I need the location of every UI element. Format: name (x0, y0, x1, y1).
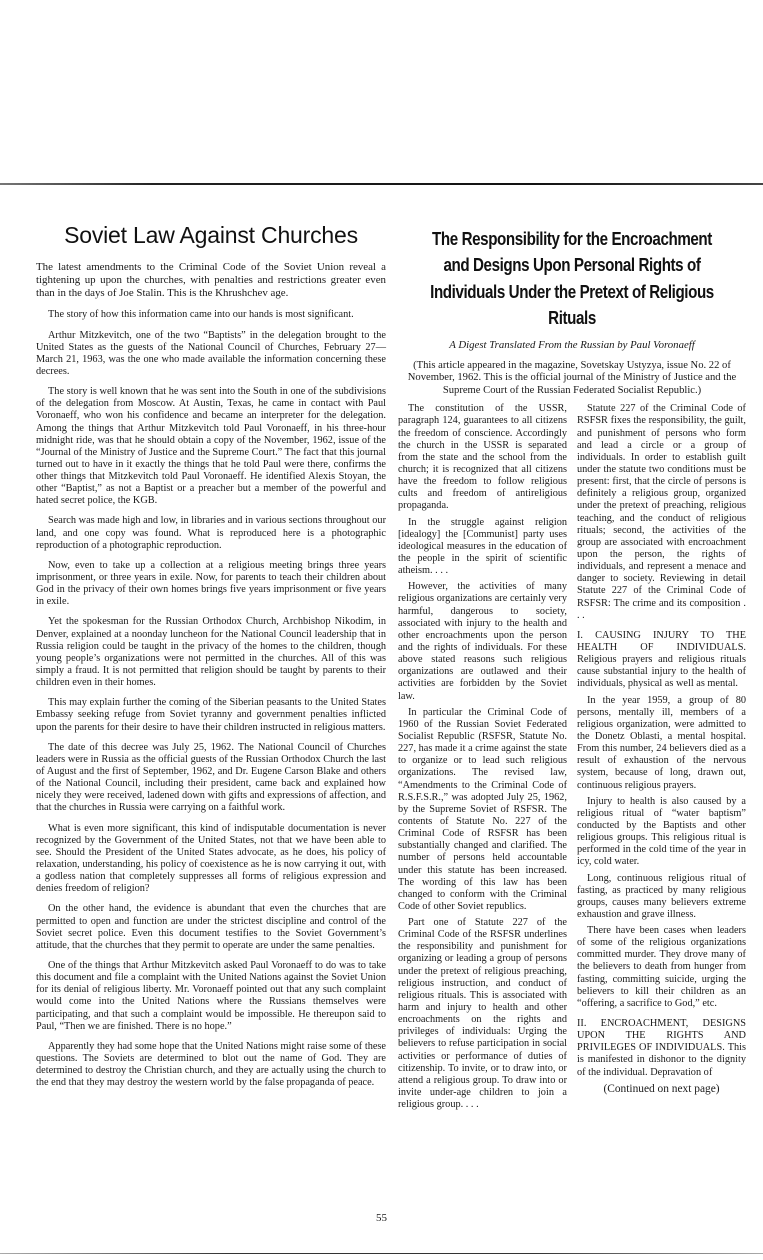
paragraph: What is even more significant, this kind of indisputable documentation is never recognized by the Government of the United States, not that we have been able to see. Should the President of the United States advocate, as he does, his policy of relaxation, understanding, his policy of coexistence as he is now carrying it out, with a godless nation that completely suppresses all forms of religious expression and denies freedom of religion? (36, 822, 386, 895)
paragraph: The story is well known that he was sent into the South in one of the subdivisions of the delegation from Moscow. At Austin, Texas, he came in contact with Paul Voronaeff, who won his confidence and became an interpreter for the delegation. Among the things that Arthur Mitzkevitch told Paul Voronaeff, in his three-hour midnight ride, was that he should obtain a copy of the November, 1962, issue of the “Journal of the Ministry of Justice and the Supreme Court.” The fact that this journal turned out to have in it exactly the things that he told Paul were there, confirms the other things that Mitzkevitch told Paul Voronaeff. He identified Alexis Stoyan, the other “Baptist,” as not a Baptist or a preacher but a member of the powerful and hated secret police, the KGB. (36, 386, 386, 507)
article-left (36, 222, 386, 1097)
article-title: Soviet Law Against Churches (64, 222, 358, 248)
article-right (398, 226, 746, 1115)
section-heading-paragraph: II. ENCROACHMENT, DESIGNS UPON THE RIGHTS AND PRIVILEGES OF INDIVIDUALS. This is manifested in dishonor to the dignity of the individual. Depravation of (577, 1018, 746, 1078)
paragraph: In particular the Criminal Code of 1960 of the Russian Soviet Federated Socialist Republic (RSFSR, Statute No. 227, has made it a crime against the state to organize or to lead such religious organizations. The revised law, “Amendments to the Criminal Code of R.S.F.S.R.,” was adopted July 25, 1962, by the Supreme Soviet of RSFSR. The contents of Statute No. 227 of the Criminal Code of RSFSR has been substantially changed and clarified. The number of persons held accountable under this statute has been increased. The wording of this law has been changed to conform with the Criminal Code of other Soviet republics. (398, 706, 567, 912)
digest-column-1 (398, 403, 567, 1115)
top-rule (0, 183, 763, 185)
paragraph: Now, even to take up a collection at a religious meeting brings three years imprisonment, or three years in exile. Now, for parents to teach their children about God in the privacy of their own homes brings five years imprisonment or five years in exile. (36, 559, 386, 608)
paragraph: The date of this decree was July 25, 1962. The National Council of Churches leaders were in Russia as the official guests of the Russian Orthodox Church the last of August and the first of September, 1962, and Dr. Eugene Carson Blake and others of the National Council, including their president, came back and explained how nicely they were received, ladened down with gifts and expressions of affection, and that the churches in Russia were carrying on a faithful work. (36, 741, 386, 814)
paragraph: Arthur Mitzkevitch, one of the two “Baptists” in the delegation brought to the United States as the guests of the National Council of Churches, February 27—March 21, 1963, was the one who made available the information concerning these decrees. (36, 329, 386, 377)
paragraph: This may explain further the coming of the Siberian peasants to the United States Embassy seeking refuge from Soviet tyranny and government penalties inflicted upon the parents for their desire to have their children instructed in religious matters. (36, 697, 386, 733)
bottom-rule (0, 1253, 763, 1254)
paragraph: However, the activities of many religious organizations are certainly very harmful, dangerous to society, associated with injury to the health and other encroachments upon the person and the rights of individuals. For these above stated reasons such religious organizations are outlawed and their activities are forbidden by the Soviet law. (398, 581, 567, 702)
paragraph: Long, continuous religious ritual of fasting, as practiced by many religious groups, causes many believers extreme exhaustion and grave illness. (577, 872, 746, 920)
paragraph: Yet the spokesman for the Russian Orthodox Church, Archbishop Nikodim, in Denver, explained at a noonday luncheon for the National Council leadership that in Russia religion could be taught in the privacy of the homes to the children, though young people’s organizations were not permitted in the churches. All of this was simply a fraud. It is not permitted that religion should be taught by parents to their children even in their homes. (36, 616, 386, 689)
digest-title: The Responsibility for the Encroachment and Designs Upon Personal Rights of Individuals Under the Pretext of Religious Rituals (430, 228, 714, 328)
continued-note: (Continued on next page) (603, 1082, 720, 1095)
paragraph: Part one of Statute 227 of the Criminal Code of the RSFSR underlines the responsibility and punishment for organizing or leading a group of persons under the pretext of religious preaching, religious instruction, and conduct of religious rituals. This is associated with harm and injury to health and other encroachments on the rights and privileges of individuals: Urging the believers to refuse participation in social activities or performance of duties of citizenship. To invite, or to draw into, or attend a religious group. To draw into or invite under-age children to join a religious group. . . . (398, 917, 567, 1111)
source-note: (This article appeared in the magazine, Sovetskay Ustyzya, issue No. 22 of November, 1962. This is the official journal of the Ministry of Justice and the Supreme Court of the Russian Federated Socialist Republic.) (407, 359, 737, 396)
paragraph: There have been cases when leaders of some of the religious organizations committed murder. They drove many of the believers to death from hunger from fasting, committing suicide, urging the believers to kill their children as an “offering, a sacrifice to God,” etc. (577, 925, 746, 1009)
paragraph: On the other hand, the evidence is abundant that even the churches that are permitted to open and function are under the strictest discipline and control of the Soviet secret police. Even this document testifies to the Soviet Government’s attitude, that the churches that they permit to operate are under the same penalties. (36, 903, 386, 951)
article-intro: The latest amendments to the Criminal Code of the Soviet Union reveal a tightening up upon the churches, with penalties and restrictions greater even than in the days of Joe Stalin. This is the Khrushchev age. (36, 261, 386, 299)
paragraph: Search was made high and low, in libraries and in various sections throughout our land, and one copy was found. What is reproduced here is a photographic reproduction of a photographic reproduction. (36, 515, 386, 551)
paragraph: Apparently they had some hope that the United Nations might raise some of these questions. The Soviets are determined to blot out the name of God. They are determined to destroy the Christian church, and they are actually using the church to the end that they may destroy the western world by the false propaganda of peace. (36, 1040, 386, 1089)
paragraph: Statute 227 of the Criminal Code of RSFSR fixes the responsibility, the guilt, and punishment of persons who form and lead a circle or a group of individuals. In order to establish guilt under the statute two conditions must be present: first, that the circle of persons is definitely a religious group, organized under the pretext of preaching, religious teaching, and the conduct of religious rituals; second, the activities of the group are associated with encroachment upon the person, the rights of individuals, and represent a menace and danger to society. Reviewing in detail Statute 227 of the Criminal Code of RSFSR: The crime and its composition . . . (577, 403, 746, 621)
page-number: 55 (376, 1212, 387, 1224)
paragraph: One of the things that Arthur Mitzkevitch asked Paul Voronaeff to do was to take this document and file a complaint with the United Nations against the Soviet Union for its denial of religious liberty. Mr. Voronaeff pointed out that any such complaint would come into the United Nations where the Russians themselves were participating, and that such a complaint would be impossible. He thereupon said to Paul, “Then we are finished. There is no hope.” (36, 959, 386, 1032)
paragraph: Injury to health is also caused by a religious ritual of “water baptism” conducted by the Baptists and other religious groups. This religious ritual is performed in the cold time of the year in icy, cold water. (577, 795, 746, 868)
digest-column-2 (577, 403, 746, 1115)
byline: A Digest Translated From the Russian by Paul Voronaeff (449, 339, 695, 352)
paragraph: In the year 1959, a group of 80 persons, mentally ill, members of a religious organization, were admitted to the Donetz Oblasti, a mental hospital. From this number, 24 believers died as a result of exhaustion of the nervous system, because of long, drawn out, continuous religious prayers. (577, 694, 746, 791)
paragraph: In the struggle against religion [idealogy] the [Communist] party uses ideological measures in the education of the people in the spirit of scientific atheism. . . . (398, 516, 567, 577)
paragraph: The constitution of the USSR, paragraph 124, guarantees to all citizens the freedom of conscience. Accordingly the church in the USSR is separated from the state and the school from the church; it is recognized that all citizens have the freedom to follow religious cults and freedom of antireligious propaganda. (398, 403, 567, 512)
section-heading-paragraph: I. CAUSING INJURY TO THE HEALTH OF INDIVIDUALS. Religious prayers and religious rituals cause substantial injury to the health of individuals, physical as well as mental. (577, 629, 746, 690)
digest-columns (398, 403, 746, 1115)
paragraph: The story of how this information came into our hands is most significant. (48, 309, 354, 321)
